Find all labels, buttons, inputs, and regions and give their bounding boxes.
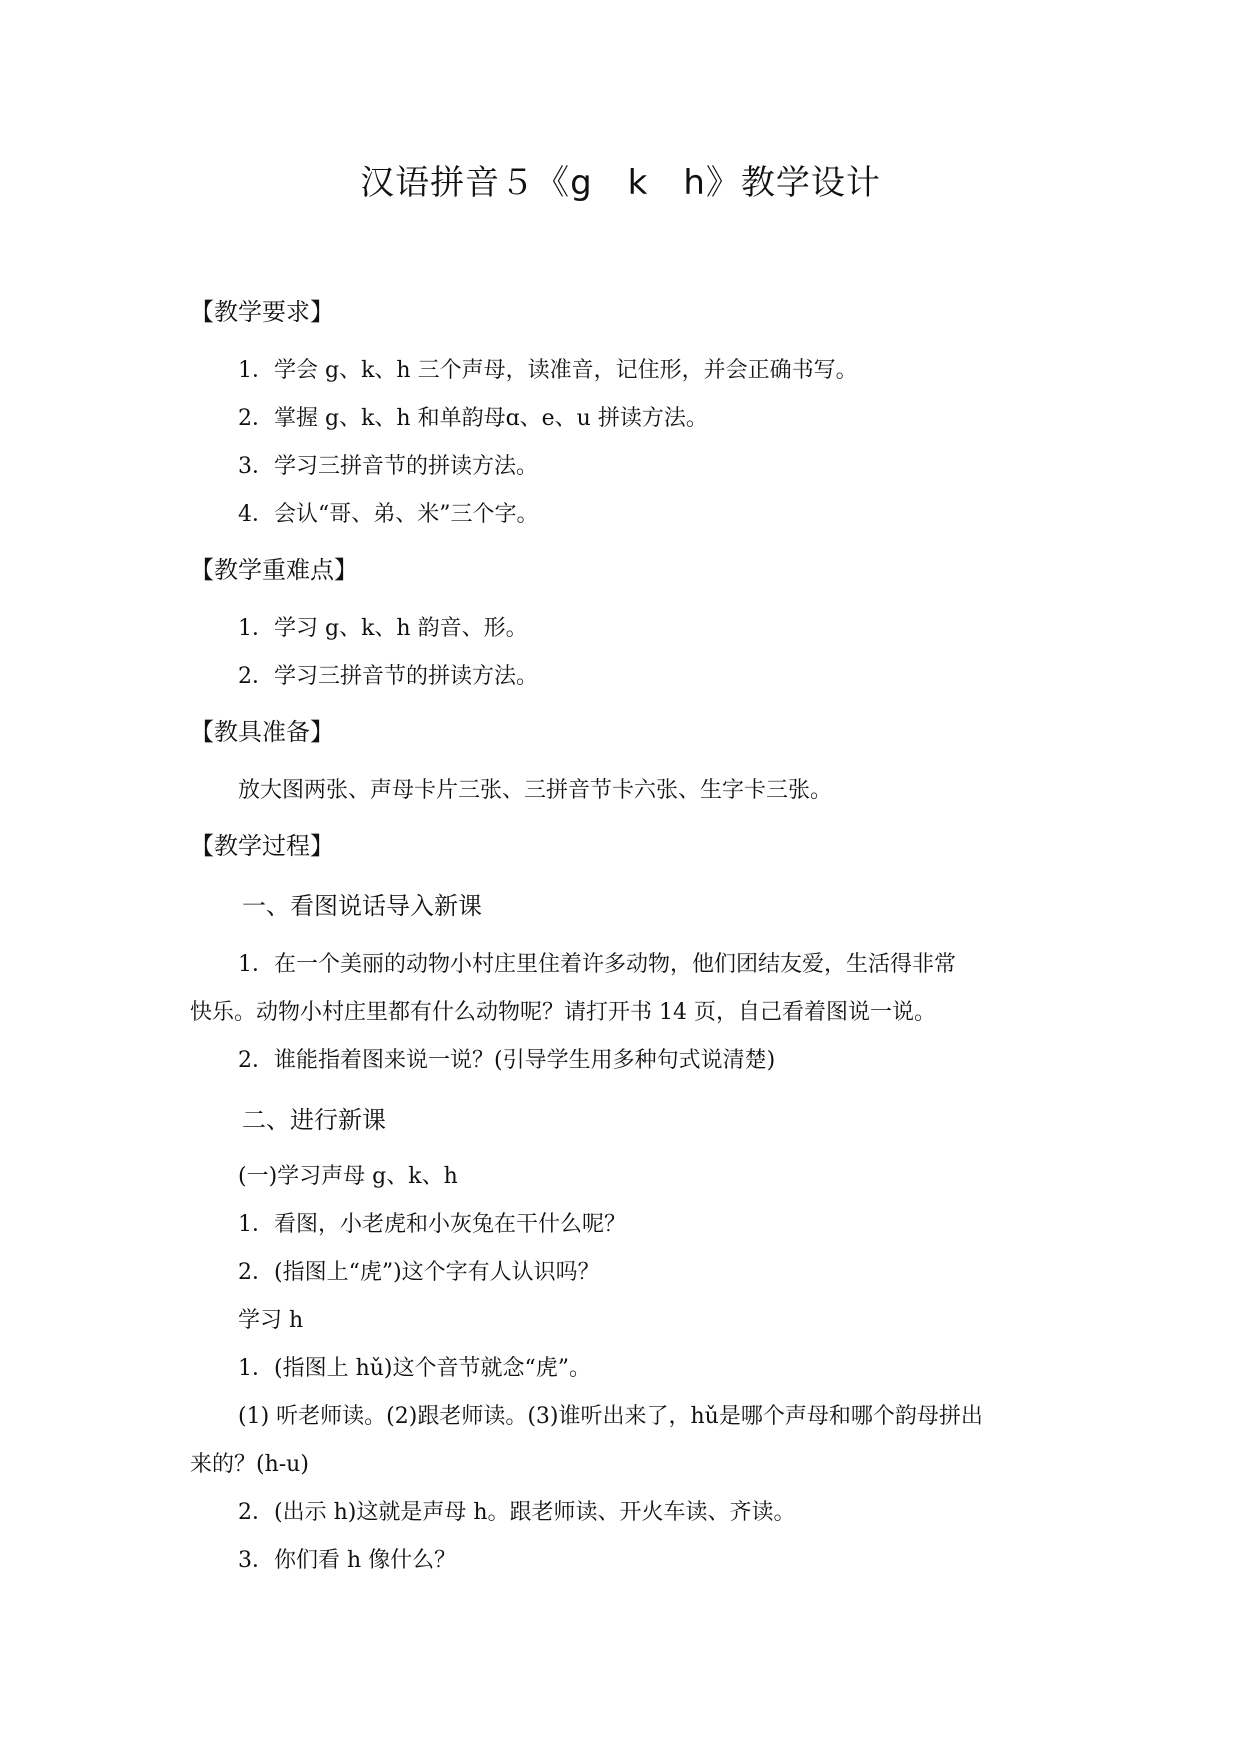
requirements-heading: 【教学要求】 <box>190 298 334 326</box>
key-point-item-2: 2．学习三拼音节的拼读方法。 <box>238 664 538 689</box>
h-step-1-detail-line2: 来的？(h-u) <box>190 1452 309 1477</box>
part1-heading: 一、看图说话导入新课 <box>242 892 482 920</box>
learn-h-label: 学习 h <box>238 1308 304 1333</box>
requirement-item-3: 3．学习三拼音节的拼读方法。 <box>238 454 538 479</box>
part2-question-2: 2．(指图上“虎”)这个字有人认识吗？ <box>238 1260 600 1285</box>
h-step-2: 2．(出示 h)这就是声母 h。跟老师读、开火车读、齐读。 <box>238 1500 796 1525</box>
part1-paragraph2: 2．谁能指着图来说一说？(引导学生用多种句式说清楚) <box>238 1048 776 1073</box>
h-step-1-detail-line1: (1) 听老师读。(2)跟老师读。(3)谁听出来了，hǔ是哪个声母和哪个韵母拼出 <box>238 1404 983 1429</box>
materials-heading: 【教具准备】 <box>190 718 334 746</box>
document-title: 汉语拼音５《g k h》教学设计 <box>360 163 881 203</box>
part1-paragraph1-line1: 1．在一个美丽的动物小村庄里住着许多动物，他们团结友爱，生活得非常 <box>238 952 956 977</box>
part2-heading: 二、进行新课 <box>242 1106 386 1134</box>
process-heading: 【教学过程】 <box>190 832 334 860</box>
requirement-item-4: 4．会认“哥、弟、米”三个字。 <box>238 502 539 527</box>
part1-paragraph1-line2: 快乐。动物小村庄里都有什么动物呢？请打开书 14 页，自己看着图说一说。 <box>190 1000 936 1025</box>
h-step-1: 1．(指图上 hǔ)这个音节就念“虎”。 <box>238 1356 591 1381</box>
requirement-item-1: 1．学会 g、k、h 三个声母，读准音，记住形，并会正确书写。 <box>238 358 858 383</box>
requirement-item-2: 2．掌握 g、k、h 和单韵母ɑ、e、u 拼读方法。 <box>238 406 708 431</box>
key-point-item-1: 1．学习 g、k、h 韵音、形。 <box>238 616 528 641</box>
key-points-heading: 【教学重难点】 <box>190 556 358 584</box>
part2-question-1: 1．看图，小老虎和小灰兔在干什么呢？ <box>238 1212 626 1237</box>
part2-subsection-1: (一)学习声母 g、k、h <box>238 1164 458 1189</box>
materials-text: 放大图两张、声母卡片三张、三拼音节卡六张、生字卡三张。 <box>238 778 833 803</box>
h-step-3: 3．你们看 h 像什么？ <box>238 1548 457 1573</box>
